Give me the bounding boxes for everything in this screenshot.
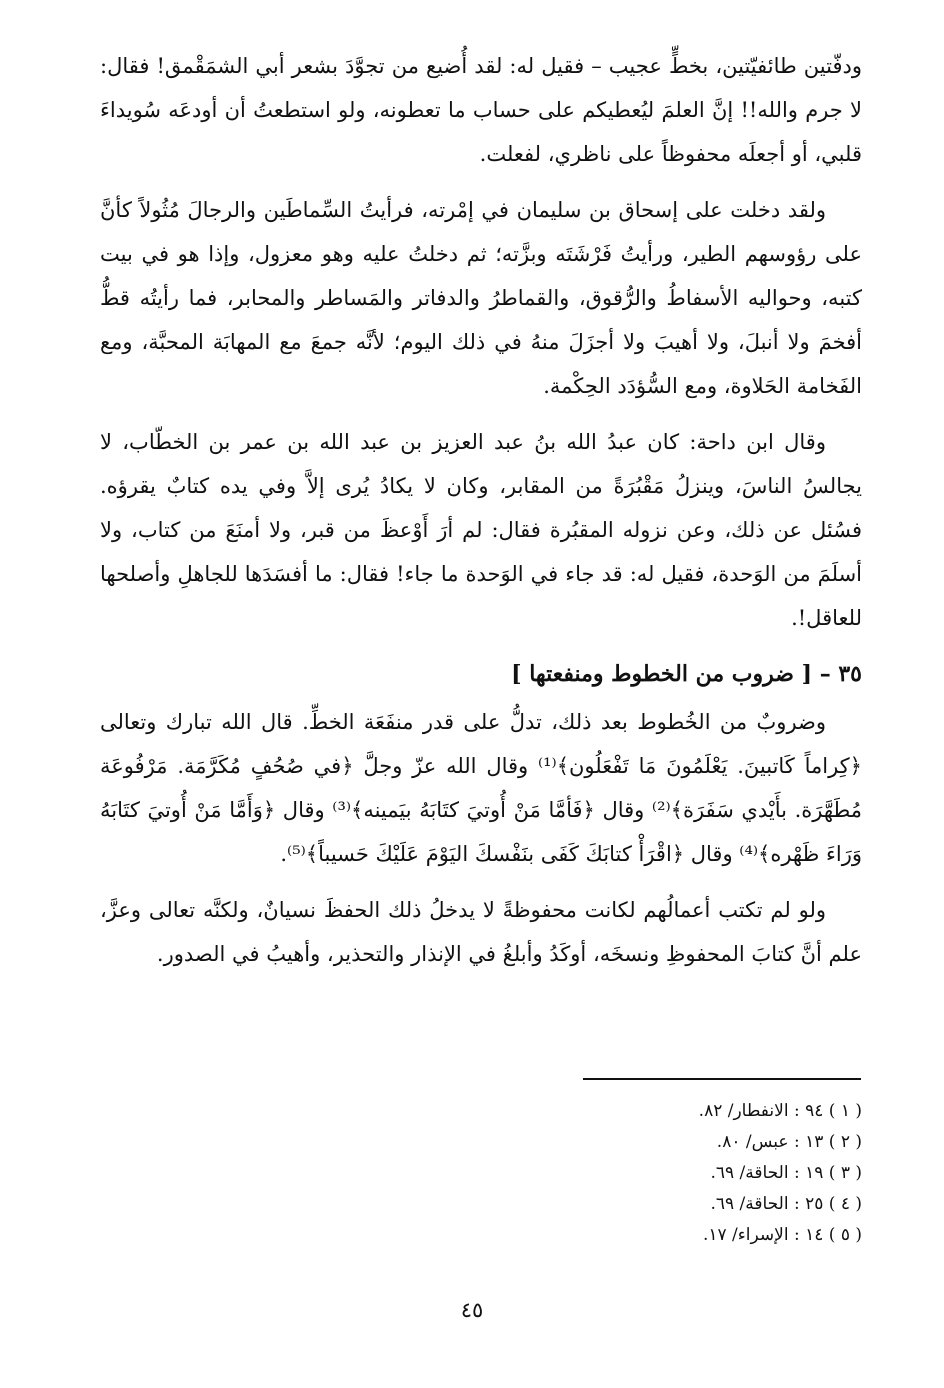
footnotes: [562, 1096, 862, 1251]
paragraph-5: [100, 888, 862, 976]
paragraph-4: [100, 700, 862, 876]
footnote-4: ( ٤ ) ٢٥ : الحاقة/ ٦٩.: [710, 1194, 862, 1214]
section-dash: –: [819, 661, 831, 687]
footnote-2: ( ٢ ) ١٣ : عبس/ ٨٠.: [716, 1132, 862, 1152]
paragraph-4-text: وضروبٌ من الخُطوط بعد ذلك، تدلُّ على قدر منفَعَة الخطِّ. قال الله تبارك وتعالى ﴿كِراماً كَاتبينَ. يَعْلَمُونَ مَا تَفْعَلُون﴾⁽¹⁾ وقال الله عزّ وجلَّ ﴿في صُحُفٍ مُكَرَّمَة. مَرْفُوعَة مُطَهَّرَة. بأَيْدي سَفَرَة﴾⁽²⁾ وقال ﴿فَأمَّا مَنْ أُوتيَ كتَابَهُ بيَمينه﴾⁽³⁾ وقال ﴿وَأَمَّا مَنْ أُوتيَ كتَابَهُ وَرَاءَ ظَهْره﴾⁽⁴⁾ وقال ﴿اقْرَأْ كتابَكَ كَفَى بنَفْسكَ اليَوْمَ عَلَيْكَ حَسيباً﴾⁽⁵⁾.: [100, 710, 862, 866]
footnote-separator: [583, 1078, 861, 1080]
section-number: ٣٥: [838, 661, 862, 687]
paragraph-5-text: ولو لم تكتب أعمالُهم لكانت محفوظةً لا يدخلُ ذلك الحفظَ نسيانٌ، ولكنَّه تعالى وعزَّ، علم أنَّ كتابَ المحفوظِ ونسخَه، أوكَدُ وأبلغُ في الإنذار والتحذير، وأهيبُ في الصدور.: [100, 898, 862, 966]
footnote-3: ( ٣ ) ١٩ : الحاقة/ ٦٩.: [710, 1163, 862, 1183]
paragraph-gap: [100, 876, 862, 888]
paragraph-3-text: وقال ابن داحة: كان عبدُ الله بنُ عبد العزيز بن عبد الله بن عمر بن الخطّاب، لا يجالسُ الناسَ، وينزلُ مَقْبُرَةً من المقابر، وكان لا يكادُ يُرى إلاَّ وفي يده كتابٌ يقرؤه. فسُئل عن ذلك، وعن نزوله المقبُرة فقال: لم أرَ أَوْعظَ من قبر، ولا أمنَعَ من كتاب، ولا أسلَمَ من الوَحدة، فقيل له: قد جاء في الوَحدة ما جاء! فقال: ما أفسَدَها للجاهلِ وأصلحها للعاقل!.: [100, 430, 862, 630]
paragraph-2: [100, 188, 862, 408]
paragraph-1: ودفّتين طائفيّتين، بخطٍّ عجيب – فقيل له: لقد أُضيع من تجوَّدَ بشعر أبي الشمَقْمق! فقال: لا جرم والله!! إنَّ العلمَ ليُعطيكم على حساب ما تعطونه، ولو استطعتُ أن أودعَه سُويداءَ قلبي، أو أجعلَه محفوظاً على ناظري، لفعلت.: [100, 54, 862, 166]
section-title: [ ضروب من الخطوط ومنفعتها ]: [511, 661, 813, 687]
section-heading: [100, 652, 862, 696]
paragraph-gap: [100, 640, 862, 652]
page-number: ٤٥: [460, 1298, 484, 1322]
paragraph-gap: [100, 176, 862, 188]
paragraph-2-text: ولقد دخلت على إسحاق بن سليمان في إمْرته، فرأيتُ السِّماطَين والرجالَ مُثُولاً كأنَّ على رؤوسهم الطير، ورأيتُ فَرْشَتَه وبزَّته؛ ثم دخلتُ عليه وهو معزول، وإذا هو في بيت كتبه، وحواليه الأسفاطُ والرُّقوق، والقماطرُ والدفاتر والمَساطر والمحابر، فما رأيتُه قطُّ أفخمَ ولا أنبلَ، ولا أهيبَ ولا أجزَلَ منهُ في ذلك اليوم؛ لأنَّه جمعَ مع المهابَة المحبَّة، ومع الفَخامة الحَلاوة، ومع السُّؤدَد الحِكْمة.: [100, 198, 862, 398]
footnote-5: ( ٥ ) ١٤ : الإسراء/ ١٧.: [702, 1225, 862, 1245]
paragraph-3: [100, 420, 862, 640]
paragraph-gap: [100, 408, 862, 420]
footnote-1: ( ١ ) ٩٤ : الانفطار/ ٨٢.: [698, 1101, 862, 1121]
